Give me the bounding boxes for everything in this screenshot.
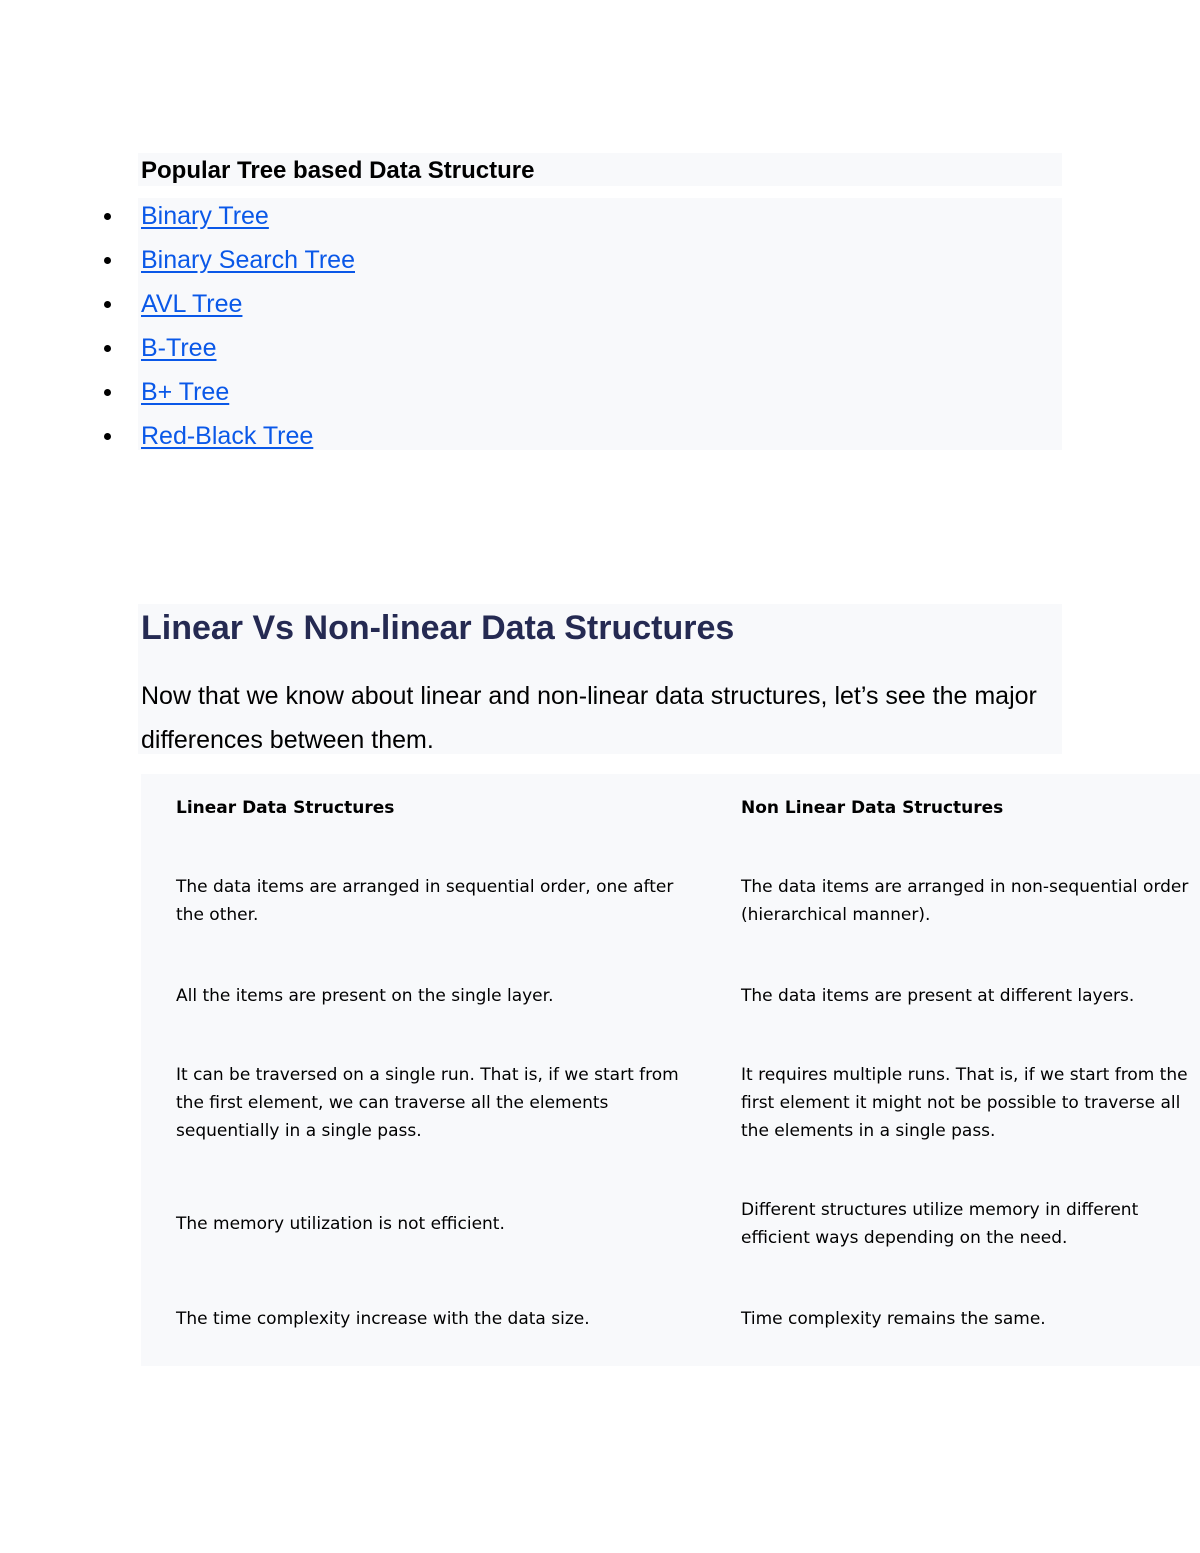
b-plus-tree-link[interactable]: B+ Tree	[141, 378, 230, 406]
table-cell-text: The data items are arranged in non-sequential order (hierarchical manner).	[741, 877, 1189, 925]
table-header-nonlinear: Non Linear Data Structures	[741, 798, 1004, 818]
comparison-intro: Now that we know about linear and non-linear data structures, let’s see the major differences between them.	[141, 682, 1037, 754]
table-cell-nonlinear-row4	[741, 1196, 1200, 1252]
table-cell-linear-row3: It can be traversed on a single run. That is, if we start from the first element, we can traverse all the elements sequentially in a single pass.	[176, 1065, 679, 1141]
bullet-icon	[104, 345, 111, 352]
list-item	[0, 286, 1000, 330]
table-cell-nonlinear-row3	[741, 1061, 1200, 1145]
list-item	[0, 242, 1000, 286]
tree-section-heading: Popular Tree based Data Structure	[141, 157, 535, 184]
list-item	[0, 374, 1000, 418]
binary-search-tree-link[interactable]: Binary Search Tree	[141, 246, 355, 274]
table-cell-linear-row1: The data items are arranged in sequential order, one after the other.	[176, 877, 674, 925]
table-cell-nonlinear-row2: The data items are present at different layers.	[741, 986, 1135, 1006]
table-cell-text: Different structures utilize memory in different efficient ways depending on the need.	[741, 1200, 1139, 1248]
list-item	[0, 198, 1000, 242]
b-tree-link[interactable]: B-Tree	[141, 334, 217, 362]
table-cell-nonlinear-row5: Time complexity remains the same.	[741, 1309, 1046, 1329]
list-item	[0, 330, 1000, 374]
bullet-icon	[104, 433, 111, 440]
list-item	[0, 418, 1000, 462]
avl-tree-link[interactable]: AVL Tree	[141, 290, 243, 318]
bullet-icon	[104, 389, 111, 396]
bullet-icon	[104, 213, 111, 220]
comparison-section-title: Linear Vs Non-linear Data Structures	[141, 609, 735, 647]
table-cell-linear-row5: The time complexity increase with the data size.	[176, 1309, 590, 1329]
red-black-tree-link[interactable]: Red-Black Tree	[141, 422, 314, 450]
table-cell-nonlinear-row1	[741, 873, 1200, 929]
bullet-icon	[104, 301, 111, 308]
bullet-icon	[104, 257, 111, 264]
tree-link-list	[0, 198, 1000, 462]
table-cell-linear-row2: All the items are present on the single layer.	[176, 986, 554, 1006]
table-cell-text: It requires multiple runs. That is, if we start from the first element it might not be possible to traverse all the elements in a single pass.	[741, 1065, 1188, 1141]
table-header-linear: Linear Data Structures	[176, 798, 395, 818]
table-cell-linear-row4: The memory utilization is not efficient.	[176, 1214, 505, 1234]
binary-tree-link[interactable]: Binary Tree	[141, 202, 269, 230]
